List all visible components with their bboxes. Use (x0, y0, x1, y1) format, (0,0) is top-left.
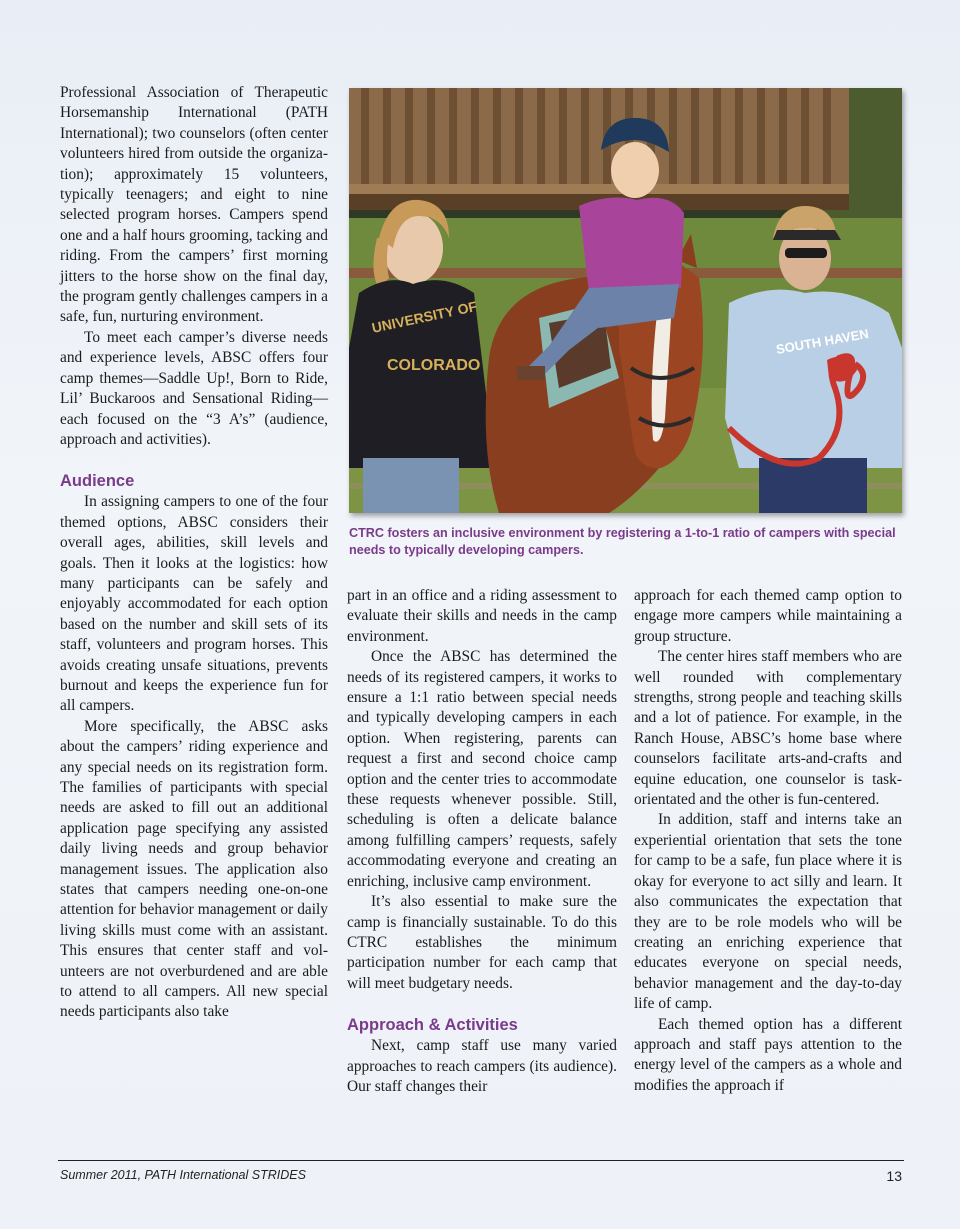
paragraph: The center hires staff members who are well rounded with complementary strengths, strong people and teaching skills and a lot of patience. For example, in the Ranch House, ABSC’s home base where counselors facilitate arts-and-crafts and equine education, one counselor is task-orientated and the other is fun-centered. (634, 648, 902, 809)
camp-photo (349, 88, 902, 513)
paragraph: part in an office and a riding assessment to evaluate their skills and needs in the camp environment. (347, 587, 617, 645)
text-column-2 (347, 586, 617, 1097)
sweatshirt-text: COLORADO (387, 357, 481, 374)
text-column-1 (60, 83, 328, 1023)
paragraph: In addition, staff and interns take an experiential orientation that sets the tone for camp to be a safe, fun place where it is okay for everyone to act silly and learn. It also communicates the expectation that they are to be role models who will be creating an enriching experience that educates everyone on special needs, behavior management and the day-to-day life of camp. (634, 811, 902, 1013)
paragraph: More specifically, the ABSC asks about the campers’ riding experience and any special needs on its registration form. The families of participants with special needs are asked to fill out an additional application page specifying any assisted daily living needs and group behavior management issues. The application also states that campers needing one-on-one attention for behavior management or daily living skills must come with an assistant. This ensures that center staff and volunteers are not overburdened and are able to attend to all campers. All new special needs participants also take (60, 717, 328, 1021)
paragraph: Once the ABSC has determined the needs of its registered campers, it works to ensure a 1:1 ratio between special needs and typically developing campers in each option. When registering, parents can request a first and second choice camp option and the center tries to accommodate these requests whenever possible. Still, scheduling is often a delicate balance among fulfilling campers’ requests, safely accommodating everyone and creating an enriching, inclusive camp environment. (347, 648, 617, 890)
paragraph: Professional Association of Therapeutic Horsemanship International (PATH International); two counselors (often center volunteers hired from outside the organization); approximately 15 volunteers, typically teenagers; and eight to nine selected program horses. Campers spend one and a half hours grooming, tacking and riding. From the campers’ first morning jitters to the horse show on the final day, the program gently challenges campers in a safe, fun, nurturing environment. (60, 84, 328, 326)
section-heading-audience: Audience (60, 472, 135, 491)
footer-issue-label: Summer 2011, PATH International STRIDES (60, 1168, 306, 1182)
photo-caption: CTRC fosters an inclusive environment by registering a 1-to-1 ratio of campers with special needs to typically developing campers. (349, 526, 896, 557)
sweatshirt-text: UNIVERSITY OF (370, 298, 479, 336)
paragraph: To meet each camper’s diverse needs and experience levels, ABSC offers four camp themes—Saddle Up!, Born to Ride, Lil’ Buckaroos and Sensational Riding—each focused on the “3 A’s” (audience, approach and activities). (60, 328, 328, 448)
footer-divider (58, 1160, 904, 1161)
paragraph: Next, camp staff use many varied approaches to reach campers (its audience). Our staff changes their (347, 1037, 617, 1095)
paragraph: It’s also essential to make sure the camp is financially sustainable. To do this CTRC establishes the minimum participation number for each camp that will meet budgetary needs. (347, 893, 617, 992)
page-number: 13 (886, 1168, 902, 1184)
paragraph: approach for each themed camp option to engage more campers while maintaining a group structure. (634, 587, 902, 645)
section-heading-approach-activities: Approach & Activities (347, 1016, 518, 1035)
paragraph: Each themed option has a different approach and staff pays attention to the energy level of the campers as a whole and modifies the approach if (634, 1015, 902, 1094)
text-column-3 (634, 586, 902, 1096)
paragraph: In assigning campers to one of the four themed options, ABSC considers their overall ages, abilities, skill levels and goals. Then it looks at the logistics: how many participants can be safely and enjoyably accommodated for each option based on the number and skill sets of its staff, volunteers and program horses. This avoids creating unsafe situations, prevents burnout and keeps the experience fun for all campers. (60, 493, 328, 715)
sweatshirt-text: SOUTH HAVEN (774, 325, 870, 357)
